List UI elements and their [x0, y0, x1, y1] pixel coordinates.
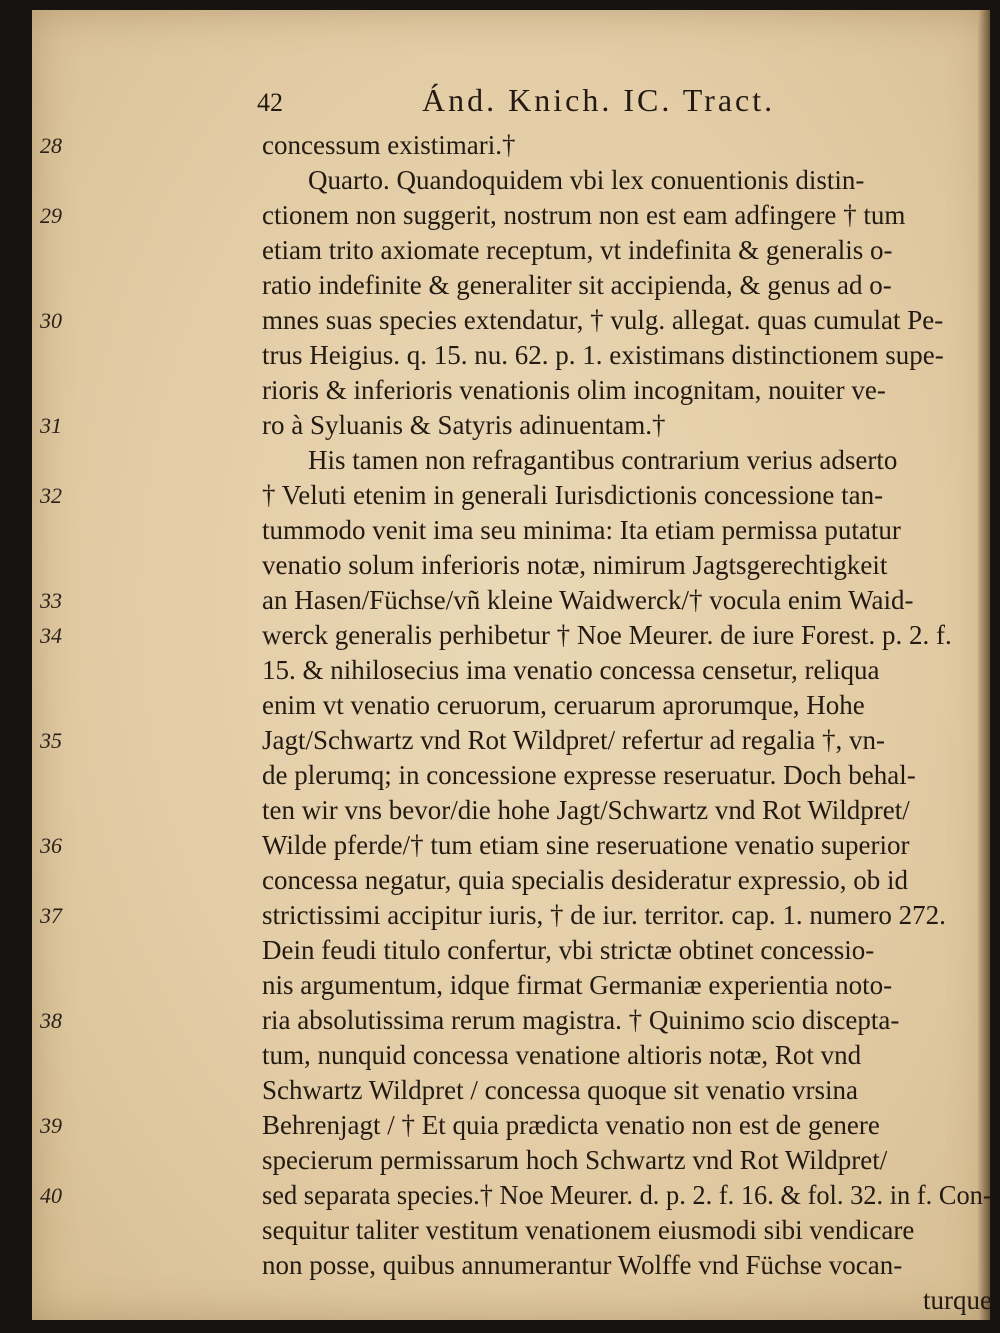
line-text: Wilde pferde/† tum etiam sine reseruatione venatio superior [262, 830, 910, 860]
line-text: mnes suas species extendatur, † vulg. allegat. quas cumulat Pe- [262, 305, 944, 335]
text-line [262, 653, 992, 688]
page-number: 42 [257, 88, 283, 117]
line-text: de plerumq; in concessione expresse reseruatur. Doch behal- [262, 760, 916, 790]
text-line [40, 198, 992, 233]
margin-number: 34 [40, 623, 62, 648]
line-text: Jagt/Schwartz vnd Rot Wildpret/ refertur ad regalia †, vn- [262, 725, 885, 755]
line-text: ctionem non suggerit, nostrum non est eam adfingere † tum [262, 200, 906, 230]
line-text: nis argumentum, idque firmat Germaniæ experientia noto- [262, 970, 893, 1000]
line-text: werck generalis perhibetur † Noe Meurer. de iure Forest. p. 2. f. [262, 620, 952, 650]
line-text: sequitur taliter vestitum venationem eiusmodi sibi vendicare [262, 1215, 915, 1245]
text-line [262, 1073, 992, 1108]
margin-number: 35 [40, 728, 62, 753]
margin-number: 31 [40, 413, 62, 438]
line-text: rioris & inferioris venationis olim incognitam, nouiter ve- [262, 375, 886, 405]
main-text [40, 128, 992, 1318]
margin-number: 38 [40, 1008, 62, 1033]
margin-number: 40 [40, 1183, 62, 1208]
line-text: concessa negatur, quia specialis desideratur expressio, ob id [262, 865, 908, 895]
text-line [262, 548, 992, 583]
line-text: ro à Syluanis & Satyris adinuentam.† [262, 410, 666, 440]
line-text: Quarto. Quandoquidem vbi lex conuentionis distin- [308, 165, 865, 195]
margin-number: 28 [40, 133, 62, 158]
line-text: specierum permissarum hoch Schwartz vnd Rot Wildpret/ [262, 1145, 888, 1175]
text-line [262, 1143, 992, 1178]
text-line [40, 898, 992, 933]
line-text: venatio solum inferioris notæ, nimirum Jagtsgerechtigkeit [262, 550, 888, 580]
line-text: concessum existimari.† [262, 130, 516, 160]
line-text: etiam trito axiomate receptum, vt indefinita & generalis o- [262, 235, 893, 265]
text-line [40, 303, 992, 338]
text-line [262, 1213, 992, 1248]
text-line [262, 793, 992, 828]
margin-number: 32 [40, 483, 62, 508]
text-line [262, 863, 992, 898]
text-line [262, 338, 992, 373]
line-text: tummodo venit ima seu minima: Ita etiam permissa putatur [262, 515, 901, 545]
text-line [40, 1178, 992, 1213]
line-text: enim vt venatio ceruorum, ceruarum aprorumque, Hohe [262, 690, 865, 720]
margin-number: 37 [40, 903, 62, 928]
margin-number: 33 [40, 588, 62, 613]
text-line [40, 828, 992, 863]
text-line [40, 618, 992, 653]
line-text: Dein feudi titulo confertur, vbi strictæ obtinet concessio- [262, 935, 875, 965]
line-text: ten wir vns bevor/die hohe Jagt/Schwartz vnd Rot Wildpret/ [262, 795, 910, 825]
line-text: ratio indefinite & generaliter sit accipienda, & genus ad o- [262, 270, 892, 300]
text-line [262, 443, 992, 478]
running-title: Ánd. Knich. IC. Tract. [422, 82, 776, 118]
text-line [40, 408, 992, 443]
text-line [262, 233, 992, 268]
line-text: turque [923, 1285, 992, 1315]
text-line [262, 1283, 992, 1318]
line-text: tum, nunquid concessa venatione altioris notæ, Rot vnd [262, 1040, 862, 1070]
text-line [262, 1038, 992, 1073]
margin-number: 30 [40, 308, 62, 333]
line-text: non posse, quibus annumerantur Wolffe vnd Füchse vocan- [262, 1250, 903, 1280]
text-line [262, 1248, 992, 1283]
text-line [40, 723, 992, 758]
text-line [40, 128, 992, 163]
line-text: strictissimi accipitur iuris, † de iur. territor. cap. 1. numero 272. [262, 900, 946, 930]
line-text: † Veluti etenim in generali Iurisdictionis concessione tan- [262, 480, 884, 510]
text-line [40, 583, 992, 618]
line-text: sed separata species.† Noe Meurer. d. p. 2. f. 16. & fol. 32. in f. Con- [262, 1180, 992, 1210]
text-line [262, 513, 992, 548]
line-text: an Hasen/Füchse/vñ kleine Waidwerck/† vocula enim Waid- [262, 585, 914, 615]
text-line [40, 478, 992, 513]
line-text: 15. & nihilosecius ima venatio concessa censetur, reliqua [262, 655, 880, 685]
text-line [262, 268, 992, 303]
book-page [32, 10, 990, 1320]
margin-number: 29 [40, 203, 62, 228]
text-line [262, 163, 992, 198]
text-line [262, 933, 992, 968]
text-line [262, 688, 992, 723]
margin-number: 36 [40, 833, 62, 858]
margin-number: 39 [40, 1113, 62, 1138]
text-line [40, 1108, 992, 1143]
line-text: trus Heigius. q. 15. nu. 62. p. 1. existimans distinctionem supe- [262, 340, 944, 370]
line-text: ria absolutissima rerum magistra. † Quinimo scio discepta- [262, 1005, 900, 1035]
line-text: His tamen non refragantibus contrarium verius adserto [308, 445, 898, 475]
text-line [262, 968, 992, 1003]
text-line [262, 373, 992, 408]
line-text: Behrenjagt / † Et quia prædicta venatio non est de genere [262, 1110, 880, 1140]
text-line [262, 758, 992, 793]
text-line [40, 1003, 992, 1038]
line-text: Schwartz Wildpret / concessa quoque sit venatio vrsina [262, 1075, 859, 1105]
